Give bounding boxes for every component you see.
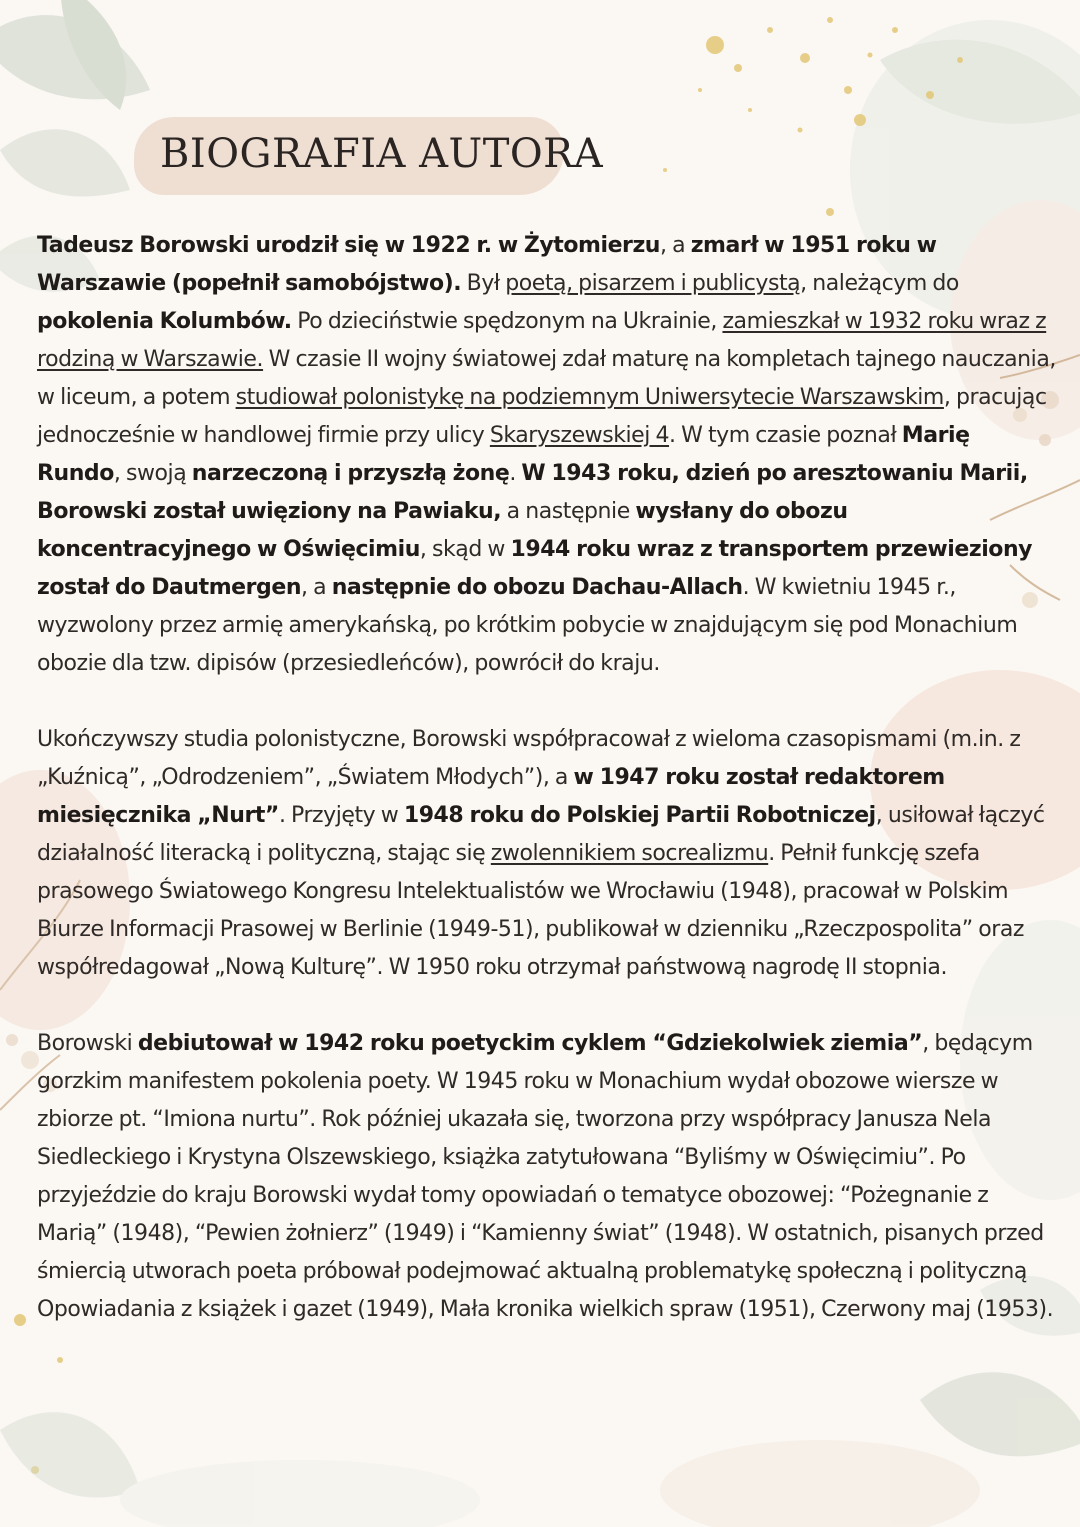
paragraph-1	[37, 227, 1057, 683]
body-text: , skąd w	[419, 537, 511, 562]
underlined-text: zamieszkał w 1932 roku wraz z rodziną w Warszawie.	[37, 309, 1047, 372]
underlined-text: zwolennikiem socrealizmu	[490, 841, 769, 866]
bold-text: następnie do obozu Dachau-Allach	[331, 575, 743, 600]
biography-content	[37, 227, 1057, 1329]
body-text: W czasie II wojny światowej zdał maturę na kompletach tajnego nauczania, w liceum, a potem	[37, 347, 1056, 410]
bold-text: pokolenia Kolumbów.	[37, 309, 292, 334]
body-text: , będącym gorzkim manifestem pokolenia poety. W 1945 roku w Monachium wydał obozowe wiersze w zbiorze pt. “Imiona nurtu”. Rok później ukazała się, tworzona przy współpracy Janusza Nela Siedleckiego i Krystyna Olszewskiego, książka zatytułowana “Byliśmy w Oświęcimiu”. Po przyjeździe do kraju Borowski wydał tomy opowiadań o tematyce obozowej: “Pożegnanie z Marią” (1948), “Pewien żołnierz” (1949) i “Kamienny świat” (1948). W ostatnich, pisanych przed śmiercią utworach poeta próbował podejmować aktualną problematykę społeczną i polityczną Opowiadania z książek i gazet (1949), Mała kronika wielkich spraw (1951), Czerwony maj (1953).	[37, 1031, 1054, 1322]
body-text: .	[509, 461, 522, 486]
body-text: Po dzieciństwie spędzonym na Ukrainie,	[291, 309, 723, 334]
body-text: , a	[301, 575, 332, 600]
bold-text: Marię Rundo	[37, 423, 970, 486]
body-text: . W tym czasie poznał	[669, 423, 902, 448]
underlined-text: Skaryszewskiej 4	[489, 423, 670, 448]
body-text: , należącym do	[800, 271, 959, 296]
bold-text: W 1943 roku, dzień po aresztowaniu Marii, Borowski został uwięziony na Pawiaku,	[37, 461, 1028, 524]
body-text: , pracując jednocześnie w handlowej firmie przy ulicy	[37, 385, 1047, 448]
body-text: Był	[461, 271, 506, 296]
bold-text: w 1947 roku został redaktorem miesięcznika „Nurt”	[37, 765, 945, 828]
body-text: , swoją	[113, 461, 192, 486]
bold-text: 1944 roku wraz z transportem przewieziony został do Dautmergen	[37, 537, 1033, 600]
body-text: Ukończywszy studia polonistyczne, Borowski współpracował z wieloma czasopismami (m.in. z „Kuźnicą”, „Odrodzeniem”, „Światem Młodych”), a	[37, 727, 1021, 790]
body-text: a następnie	[501, 499, 636, 524]
body-text: , usiłował łączyć działalność literacką i polityczną, stając się	[37, 803, 1045, 866]
underlined-text: poetą, pisarzem i publicystą	[505, 271, 801, 296]
paragraph-2	[37, 721, 1057, 987]
bold-text: debiutował w 1942 roku poetyckim cyklem “Gdziekolwiek ziemia”	[137, 1031, 923, 1056]
bold-text: zmarł w 1951 roku w Warszawie (popełnił samobójstwo).	[37, 233, 937, 296]
body-text: . Pełnił funkcję szefa prasowego Światowego Kongresu Intelektualistów we Wrocławiu (1948), pracował w Polskim Biurze Informacji Prasowej w Berlinie (1949-51), publikował w dzienniku „Rzeczpospolita” oraz współredagował „Nową Kulturę”. W 1950 roku otrzymał państwową nagrodę II stopnia.	[37, 841, 1025, 980]
body-text: . Przyjęty w	[278, 803, 404, 828]
bold-text: 1948 roku do Polskiej Partii Robotniczej	[403, 803, 876, 828]
bold-text: Tadeusz Borowski urodził się w 1922 r. w Żytomierzu	[37, 233, 661, 258]
paragraph-3	[37, 1025, 1057, 1329]
bold-text: narzeczoną i przyszłą żonę	[191, 461, 510, 486]
page-title: BIOGRAFIA AUTORA	[160, 131, 604, 177]
bold-text: wysłany do obozu koncentracyjnego w Oświęcimiu	[37, 499, 848, 562]
body-text: Borowski	[37, 1031, 138, 1056]
underlined-text: studiował polonistykę na podziemnym Uniwersytecie Warszawskim	[235, 385, 944, 410]
body-text: . W kwietniu 1945 r., wyzwolony przez armię amerykańską, po krótkim pobycie w znajdującym się pod Monachium obozie dla tzw. dipisów (przesiedleńców), powrócił do kraju.	[37, 575, 1018, 676]
body-text: , a	[660, 233, 691, 258]
